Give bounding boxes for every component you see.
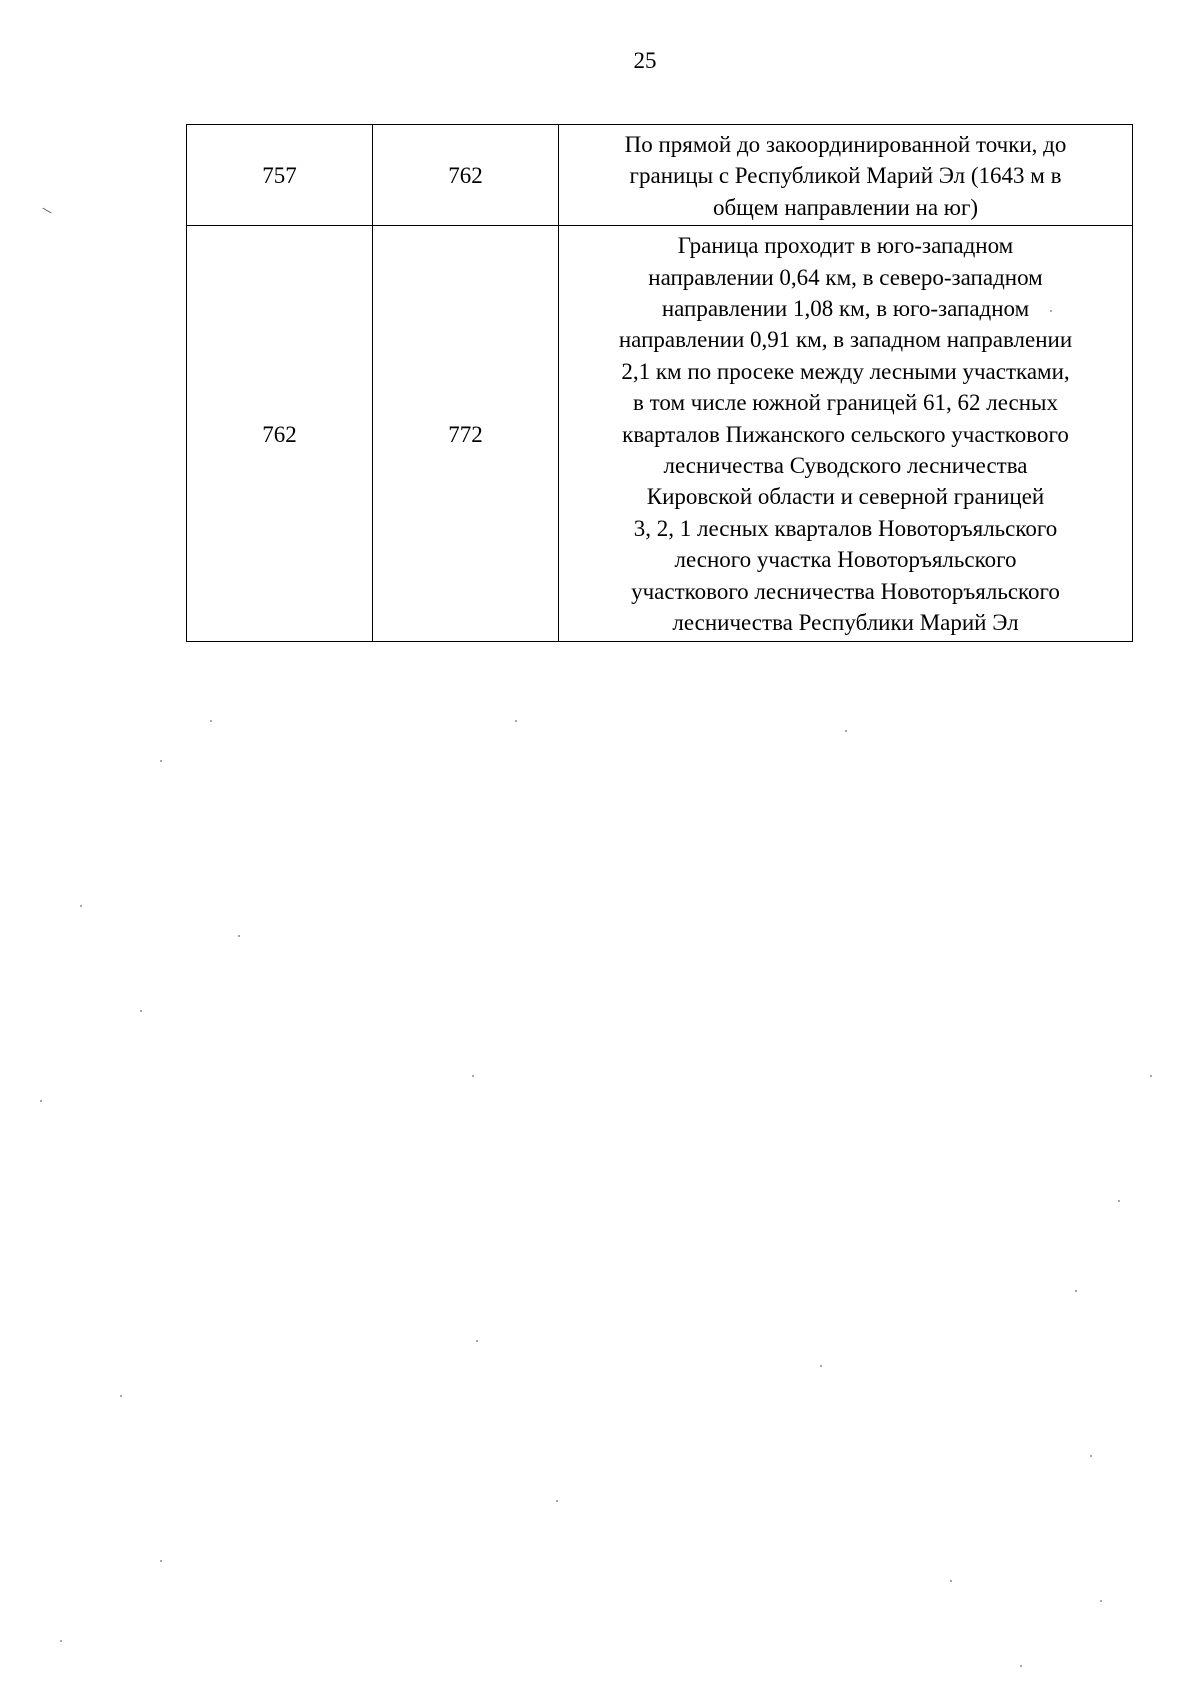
from-point-cell: 762 — [187, 226, 373, 641]
from-point-cell: 757 — [187, 125, 373, 226]
scan-speck — [472, 1075, 474, 1077]
scan-speck — [820, 1365, 822, 1367]
table-row — [187, 226, 1133, 641]
page-number: 25 — [633, 48, 657, 73]
scan-speck — [1150, 1075, 1152, 1077]
scan-speck — [80, 905, 82, 907]
table-row — [187, 125, 1133, 226]
to-point-cell: 772 — [373, 226, 559, 641]
boundary-description-table — [186, 124, 1133, 642]
scan-speck — [40, 1100, 42, 1102]
scan-speck — [238, 935, 240, 937]
scan-speck — [140, 1010, 142, 1012]
scan-speck — [1118, 1200, 1120, 1202]
scan-speck — [210, 720, 212, 722]
scan-speck — [1090, 1455, 1092, 1457]
to-point-cell: 762 — [373, 125, 559, 226]
scan-speck — [160, 760, 162, 762]
scan-speck — [556, 1500, 558, 1502]
scan-speck — [120, 1395, 122, 1397]
scan-speck — [160, 1560, 162, 1562]
scan-speck — [950, 1580, 952, 1582]
scan-speck — [515, 720, 517, 722]
scan-speck — [1075, 1290, 1077, 1292]
scan-speck — [42, 208, 51, 214]
boundary-description-cell — [559, 125, 1133, 226]
boundary-description-text: Граница проходит в юго-западном направлении 0,64 км, в северо-западном направлении 1,08 км, в юго-западном направлении 0,91 км, в западном направлении 2,1 км по просеке между лесными участками, в том числе южной границей 61, 62 лесных кварталов Пижанского сельского участкового лесничества Суводского лесничества Кировской области и северной границей 3, 2, 1 лесных кварталов Новоторъяльского лесного участка Новоторъяльского участкового лесничества Новоторъяльского лесничества Республики Марий Эл — [618, 233, 1073, 636]
scan-speck — [60, 1640, 62, 1642]
scan-speck — [845, 730, 847, 732]
boundary-description-cell — [559, 226, 1133, 641]
boundary-description-text: По прямой до закоординированной точки, до границы с Республикой Марий Эл (1643 м в общем направлении на юг) — [624, 132, 1067, 220]
scan-speck — [1100, 1600, 1102, 1602]
scan-speck — [476, 1340, 478, 1342]
scan-speck — [1050, 310, 1052, 312]
scan-speck — [1020, 1665, 1022, 1667]
